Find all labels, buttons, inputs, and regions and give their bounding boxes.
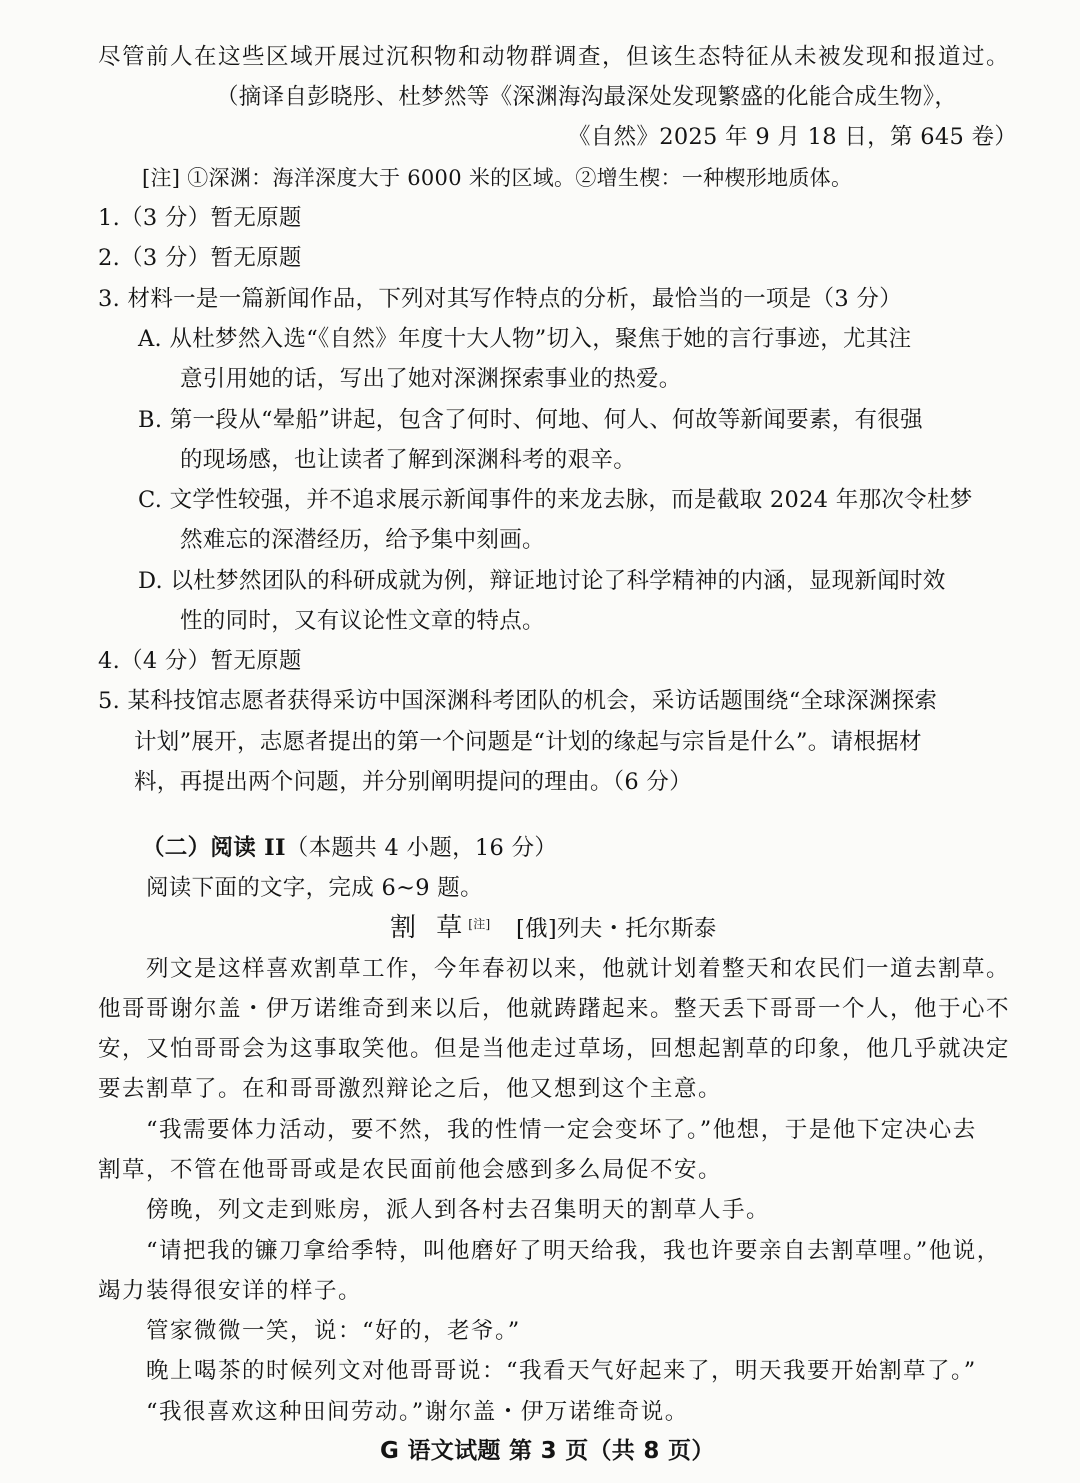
passage-line: 竭力装得很安详的样子。 [98,1278,363,1304]
title-note-marker: [注] [468,917,491,931]
passage-author: [俄]列夫・托尔斯泰 [515,916,717,942]
passage-line: “我需要体力活动，要不然，我的性情一定会变坏了。”他想，于是他下定决心去 [146,1117,977,1143]
passage-line: 安，又怕哥哥会为这事取笑他。但是当他走过草场，回想起割草的印象，他几乎就决定 [98,1036,1011,1062]
passage-line: 割草，不管在他哥哥或是农民面前他会感到多么局促不安。 [98,1157,723,1183]
passage-title-line [390,913,717,944]
option-a-line-1: A. 从杜梦然入选“《自然》年度十大人物”切入，聚焦于她的言行事迹，尤其注 [138,326,912,352]
source-citation-line-1: （摘译自彭晓彤、杜梦然等《深渊海沟最深处发现繁盛的化能合成生物》， [216,84,958,110]
option-c-line-2: 然难忘的深潜经历，给予集中刻画。 [180,527,545,553]
passage-end-line: 尽管前人在这些区域开展过沉积物和动物群调查，但该生态特征从未被发现和报道过。 [98,44,1011,70]
footnote: [注] ①深渊：海洋深度大于 6000 米的区域。②增生楔：一种楔形地质体。 [142,166,853,190]
question-1: 1.（3 分）暂无原题 [98,205,302,231]
passage-line: 列文是这样喜欢割草工作，今年春初以来，他就计划着整天和农民们一道去割草。 [146,956,1011,982]
section-heading-bold: （二）阅读 II [142,835,286,861]
option-b-line-2: 的现场感，也让读者了解到深渊科考的艰辛。 [180,447,637,473]
question-5-line-2: 计划”展开，志愿者提出的第一个问题是“计划的缘起与宗旨是什么”。请根据材 [134,729,922,755]
option-a-line-2: 意引用她的话，写出了她对深渊探索事业的热爱。 [180,366,682,392]
page-footer: G 语文试题 第 3 页（共 8 页） [380,1438,715,1464]
option-c-line-1: C. 文学性较强，并不追求展示新闻事件的来龙去脉，而是截取 2024 年那次令杜梦 [138,487,973,513]
passage-line: “请把我的镰刀拿给季特，叫他磨好了明天给我，我也许要亲自去割草哩。”他说， [146,1238,1001,1264]
passage-line: 傍晚，列文走到账房，派人到各村去召集明天的割草人手。 [146,1197,771,1223]
passage-line: 晚上喝茶的时候列文对他哥哥说：“我看天气好起来了，明天我要开始割草了。” [146,1358,977,1384]
section-heading-rest: （本题共 4 小题，16 分） [285,835,558,861]
option-b-line-1: B. 第一段从“晕船”讲起，包含了何时、何地、何人、何故等新闻要素，有很强 [138,407,923,433]
option-d-line-2: 性的同时，又有议论性文章的特点。 [180,608,545,634]
passage-line: 他哥哥谢尔盖・伊万诺维奇到来以后，他就踌躇起来。整天丢下哥哥一个人，他于心不 [98,996,1011,1022]
passage-title: 割 草 [390,913,469,943]
question-4: 4.（4 分）暂无原题 [98,648,302,674]
question-3: 3. 材料一是一篇新闻作品，下列对其写作特点的分析，最恰当的一项是（3 分） [98,286,902,312]
question-5-line-3: 料，再提出两个问题，并分别阐明提问的理由。（6 分） [134,769,693,795]
question-2: 2.（3 分）暂无原题 [98,245,302,271]
option-d-line-1: D. 以杜梦然团队的科研成就为例，辩证地讨论了科学精神的内涵，显现新闻时效 [138,568,946,594]
passage-line: 管家微微一笑，说：“好的，老爷。” [146,1318,521,1344]
source-citation-line-2: 《自然》2025 年 9 月 18 日，第 645 卷） [568,124,1018,150]
section-heading [142,833,557,863]
passage-line: 要去割草了。在和哥哥激烈辩论之后，他又想到这个主意。 [98,1076,723,1102]
question-5-line-1: 5. 某科技馆志愿者获得采访中国深渊科考团队的机会，采访话题围绕“全球深渊探索 [98,688,938,714]
passage-line: “我很喜欢这种田间劳动。”谢尔盖・伊万诺维奇说。 [146,1399,689,1425]
section-instruction: 阅读下面的文字，完成 6~9 题。 [146,875,483,901]
